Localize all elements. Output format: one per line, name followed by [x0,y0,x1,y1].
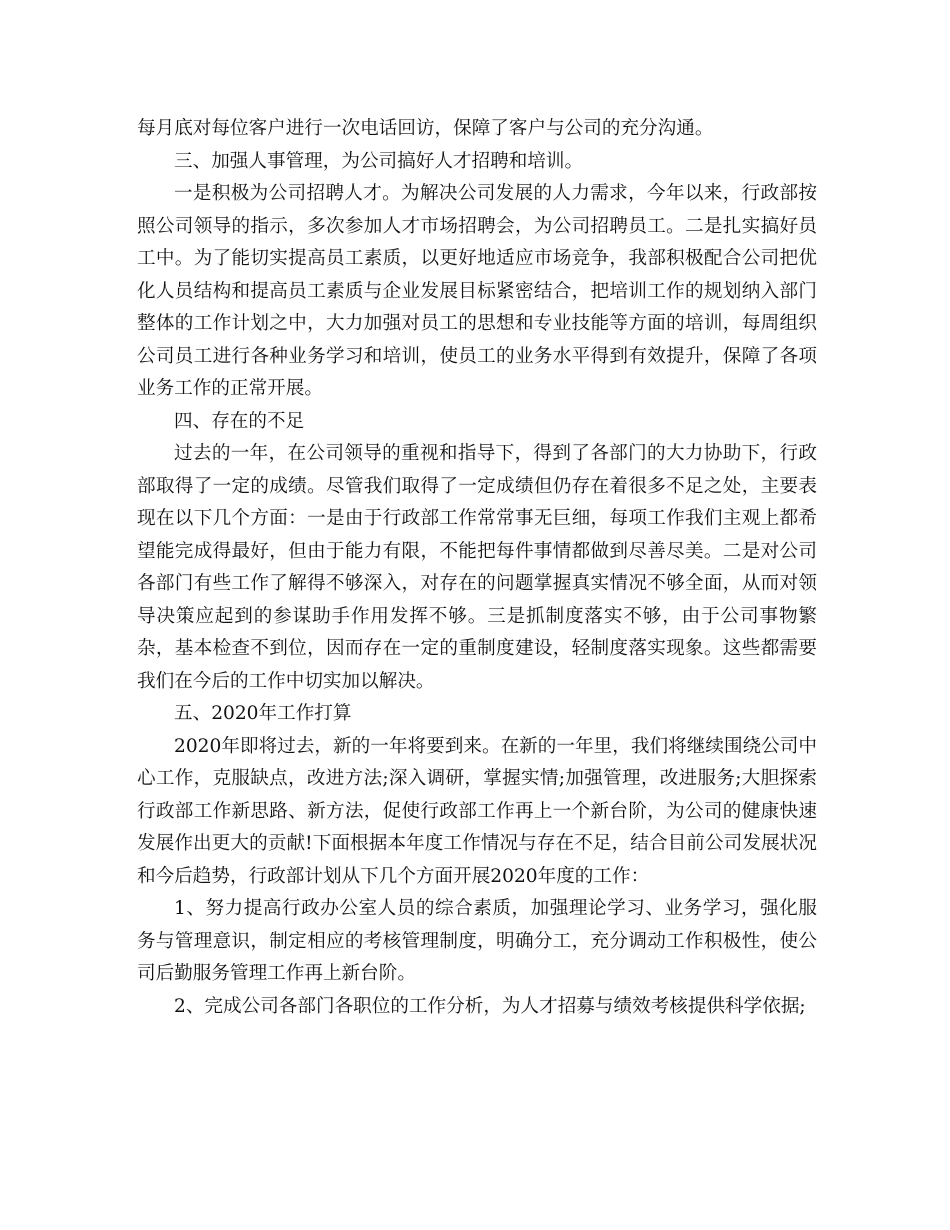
paragraph-shortcomings: 过去的一年，在公司领导的重视和指导下，得到了各部门的大力协助下，行政部取得了一定的成绩。尽管我们取得了一定成绩但仍存在着很多不足之处，主要表现在以下几个方面：一是由于行政部工作常常事无巨细，每项工作我们主观上都希望能完成得最好，但由于能力有限，不能把每件事情都做到尽善尽美。二是对公司各部门有些工作了解得不够深入，对存在的问题掌握真实情况不够全面，从而对领导决策应起到的参谋助手作用发挥不够。三是抓制度落实不够，由于公司事物繁杂，基本检查不到位，因而存在一定的重制度建设，轻制度落实现象。这些都需要我们在今后的工作中切实加以解决。 [137,443,817,692]
paragraph-work-plan-intro: 2020年即将过去，新的一年将要到来。在新的一年里，我们将继续围绕公司中心工作，克服缺点，改进方法;深入调研，掌握实情;加强管理，改进服务;大胆探索行政部工作新思路、新方法，促使行政部工作再上一个新台阶，为公司的健康快速发展作出更大的贡献!下面根据本年度工作情况与存在不足，结合目前公司发展状况和今后趋势，行政部计划从下几个方面开展2020年度的工作： [137,735,817,887]
heading-section-four: 四、存在的不足 [174,410,305,432]
paragraph-plan-item-2: 2、完成公司各部门各职位的工作分析，为人才招募与绩效考核提供科学依据; [174,995,806,1017]
paragraph-continued-followup: 每月底对每位客户进行一次电话回访，保障了客户与公司的充分沟通。 [137,118,714,139]
heading-section-five: 五、2020年工作打算 [174,703,352,724]
paragraph-recruitment-training: 一是积极为公司招聘人才。为解决公司发展的人力需求，今年以来，行政部按照公司领导的指示，多次参加人才市场招聘会，为公司招聘员工。二是扎实搞好员工中。为了能切实提高员工素质，以更好地适应市场竞争，我部积极配合公司把优化人员结构和提高员工素质与企业发展目标紧密结合，把培训工作的规划纳入部门整体的工作计划之中，大力加强对员工的思想和专业技能等方面的培训，每周组织公司员工进行各种业务学习和培训，使员工的业务水平得到有效提升，保障了各项业务工作的正常开展。 [137,183,817,399]
heading-section-three: 三、加强人事管理，为公司搞好人才招聘和培训。 [174,150,584,172]
document-body [137,113,817,1023]
paragraph-plan-item-1: 1、努力提高行政办公室人员的综合素质，加强理论学习、业务学习，强化服务与管理意识，制定相应的考核管理制度，明确分工，充分调动工作积极性，使公司后勤服务管理工作再上新台阶。 [137,898,817,984]
